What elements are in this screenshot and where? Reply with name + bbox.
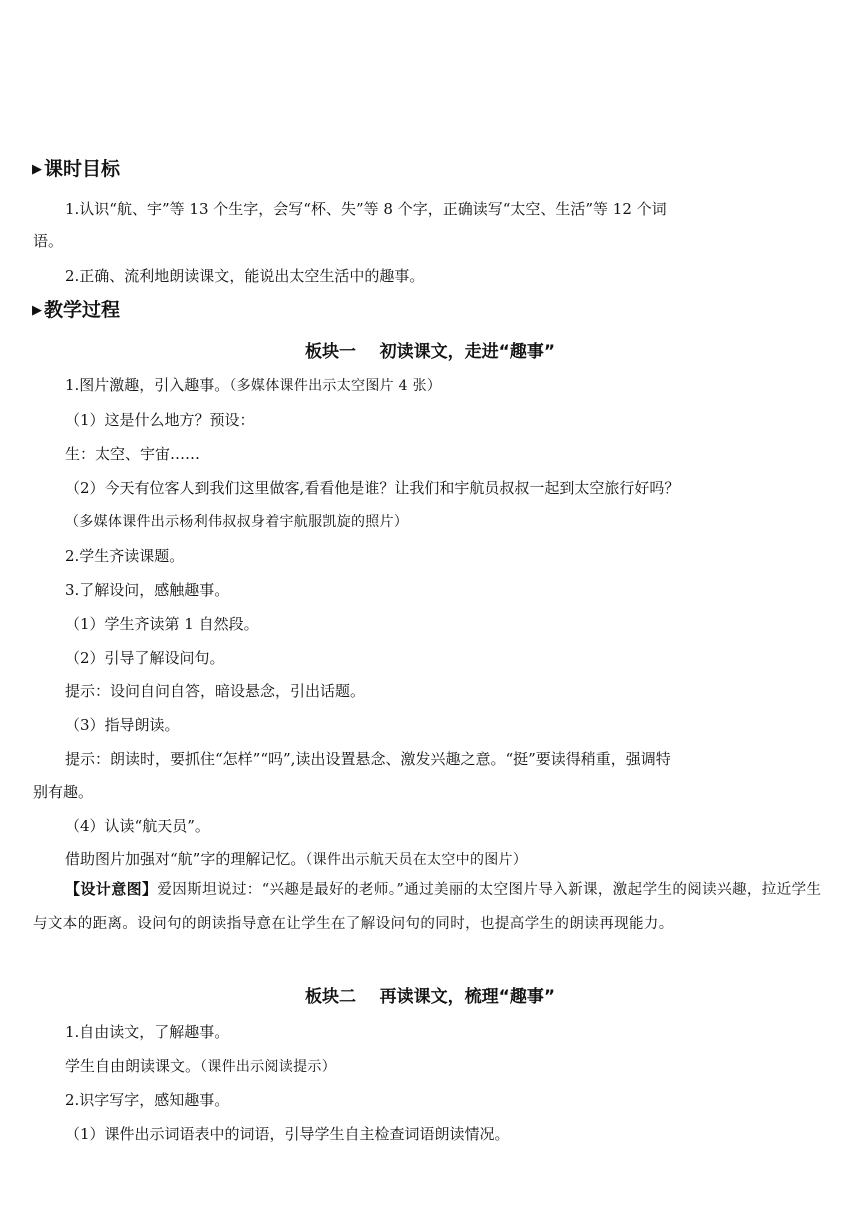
section-title-goals: 课时目标	[44, 158, 121, 180]
goal-line-1-cont: 语。	[33, 232, 64, 250]
step-text: 1.图片激趣，引入趣事。	[65, 376, 230, 394]
media-note: （多媒体课件出示太空图片 4 张）	[229, 378, 442, 394]
block-1-sub-3: （3）指导朗读。	[65, 716, 180, 734]
triangle-right-icon: ▶	[32, 162, 42, 177]
block-2-title: 板块二 再读课文，梳理“趣事”	[304, 987, 556, 1007]
block-2-sub-1: （1）课件出示词语表中的词语，引导学生自主检查词语朗读情况。	[65, 1125, 510, 1143]
block-1-step-2: 2.学生齐读课题。	[65, 547, 185, 565]
goal-line-1: 1.认识“航、宇”等 13 个生字，会写“杯、失”等 8 个字，正确读写“太空、生活”等 12 个词	[65, 200, 667, 218]
block-1-sub-4: （4）认读“航天员”。	[65, 817, 210, 835]
block-1-memory	[65, 848, 527, 871]
section-heading-process	[32, 298, 120, 325]
block-1-hint-2-cont: 别有趣。	[33, 783, 94, 801]
block-2-step-1: 1.自由读文，了解趣事。	[65, 1023, 230, 1041]
block-1-hint-1: 提示：设问自问自答，暗设悬念，引出话题。	[65, 682, 366, 700]
block-2-step-2: 2.识字写字，感知趣事。	[65, 1091, 230, 1109]
block-1-a1: 生：太空、宇宙……	[65, 445, 201, 463]
section-heading-goals	[32, 157, 120, 184]
media-note-4: （课件出示阅读提示）	[200, 1059, 337, 1075]
section-title-process: 教学过程	[44, 299, 121, 321]
read-text: 学生自由朗读课文。	[65, 1057, 201, 1075]
block-2-read	[65, 1055, 336, 1078]
block-1-q2: （2）今天有位客人到我们这里做客,看看他是谁？让我们和宇航员叔叔一起到太空旅行好吗？	[65, 479, 680, 497]
block-1-hint-2: 提示：朗读时，要抓住“怎样”“吗”,读出设置悬念、激发兴趣之意。“挺”要读得稍重，强调特	[65, 750, 671, 768]
goal-line-2: 2.正确、流利地朗读课文，能说出太空生活中的趣事。	[65, 267, 425, 285]
design-intent-text: 爱因斯坦说过：“兴趣是最好的老师。”通过美丽的太空图片导入新课，激起学生的阅读兴趣，拉近学生与文本的距离。设问句的朗读指导意在让学生在了解设问句的同时，也提高学生的朗读再现能力。	[33, 882, 822, 932]
design-intent	[33, 872, 828, 941]
block-1-q1: （1）这是什么地方？预设：	[65, 411, 255, 429]
block-1-sub-1: （1）学生齐读第 1 自然段。	[65, 615, 259, 633]
block-1-step-3: 3.了解设问，感触趣事。	[65, 581, 230, 599]
block-1-sub-2: （2）引导了解设问句。	[65, 649, 225, 667]
memory-text: 借助图片加强对“航”字的理解记忆。	[65, 850, 306, 868]
media-note-3: （课件出示航天员在太空中的图片）	[305, 852, 528, 868]
design-intent-tag: 【设计意图】	[65, 880, 158, 898]
triangle-right-icon: ▶	[32, 303, 42, 318]
block-1-step-1	[65, 374, 441, 397]
block-1-title: 板块一 初读课文，走进“趣事”	[304, 342, 556, 362]
block-1-media-note-2: （多媒体课件出示杨利伟叔叔身着宇航服凯旋的照片）	[65, 514, 409, 530]
